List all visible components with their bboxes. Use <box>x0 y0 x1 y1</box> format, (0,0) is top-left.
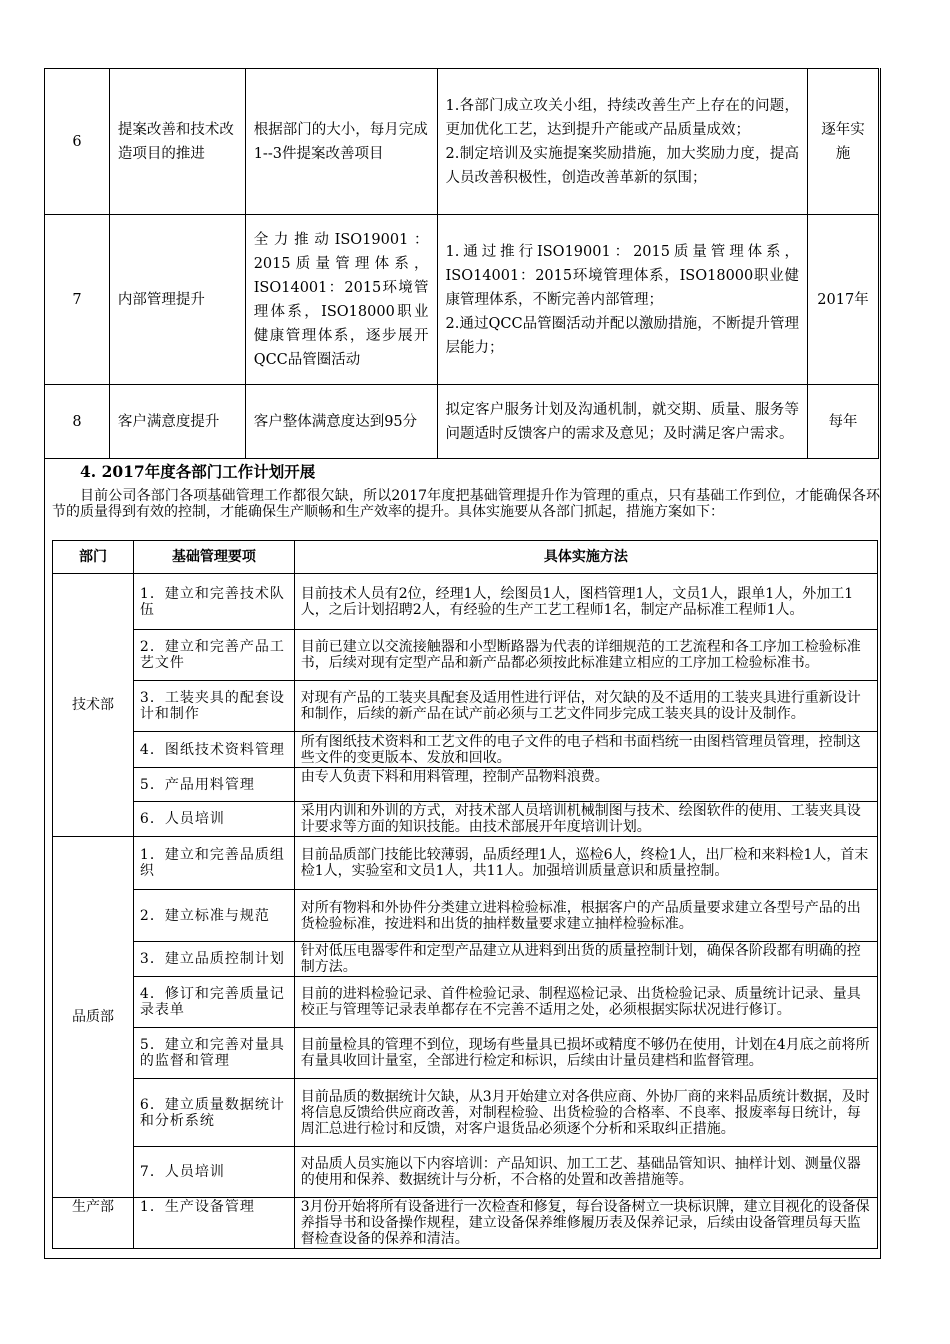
table-row <box>53 630 878 681</box>
item-label: 4．修订和完善质量记录表单 <box>133 977 294 1028</box>
table-row <box>45 69 879 215</box>
project-goal: 全力推动ISO19001：2015质量管理体系，ISO14001：2015环境管理体系，ISO18000职业健康管理体系，逐步展开QCC品管圈活动 <box>245 215 437 385</box>
project-measures: 1.通过推行ISO19001：2015质量管理体系，ISO14001：2015环境管理体系，ISO18000职业健康管理体系，不断完善内部管理； 2.通过QCC品管圈活动并配以激励措施，不断提升管理层能力； <box>437 215 807 385</box>
item-label: 1．建立和完善技术队伍 <box>133 574 294 630</box>
table-row <box>53 1028 878 1079</box>
row-number: 8 <box>45 385 110 459</box>
project-name: 提案改善和技术改造项目的推进 <box>109 69 245 215</box>
table-row <box>53 574 878 630</box>
table-row <box>53 977 878 1028</box>
project-time: 2017年 <box>808 215 879 385</box>
project-measures: 1.各部门成立攻关小组，持续改善生产上存在的问题，更加优化工艺，达到提升产能或产品质量成效； 2.制定培训及实施提案奖励措施，加大奖励力度，提高人员改善积极性，创造改善革新的氛围； <box>437 69 807 215</box>
item-method: 采用内训和外训的方式，对技术部人员培训机械制图与技术、绘图软件的使用、工装夹具设计要求等方面的知识技能。由技术部展开年度培训计划。 <box>294 802 877 837</box>
table-row <box>53 1147 878 1198</box>
dept-quality: 品质部 <box>53 837 134 1198</box>
table-row <box>53 1198 878 1249</box>
item-method: 所有图纸技术资料和工艺文件的电子文件的电子档和书面档统一由图档管理员管理，控制这些文件的变更版本、发放和回收。 <box>294 732 877 768</box>
header-item: 基础管理要项 <box>133 541 294 574</box>
project-time: 每年 <box>808 385 879 459</box>
table-row <box>45 215 879 385</box>
table-row <box>53 768 878 802</box>
row-number: 7 <box>45 215 110 385</box>
department-plan-table <box>52 540 878 1249</box>
item-label: 5．建立和完善对量具的监督和管理 <box>133 1028 294 1079</box>
item-method: 目前品质部门技能比较薄弱，品质经理1人，巡检6人，终检1人，出厂检和来料检1人，首末检1人，实验室和文员1人，共11人。加强培训质量意识和质量控制。 <box>294 837 877 890</box>
plan-table <box>44 68 879 459</box>
item-label: 3．建立品质控制计划 <box>133 942 294 977</box>
project-measures: 拟定客户服务计划及沟通机制，就交期、质量、服务等问题适时反馈客户的需求及意见；及时满足客户需求。 <box>437 385 807 459</box>
item-label: 1．生产设备管理 <box>133 1198 294 1249</box>
item-label: 4．图纸技术资料管理 <box>133 732 294 768</box>
project-goal: 根据部门的大小，每月完成1--3件提案改善项目 <box>245 69 437 215</box>
table-row <box>53 890 878 942</box>
table-row <box>53 681 878 732</box>
table-row <box>53 732 878 768</box>
table-row <box>53 1079 878 1147</box>
item-method: 对现有产品的工装夹具配套及适用性进行评估，对欠缺的及不适用的工装夹具进行重新设计和制作，后续的新产品在试产前必须与工艺文件同步完成工装夹具的设计及制作。 <box>294 681 877 732</box>
project-goal: 客户整体满意度达到95分 <box>245 385 437 459</box>
item-label: 5．产品用料管理 <box>133 768 294 802</box>
item-method: 目前的进料检验记录、首件检验记录、制程巡检记录、出货检验记录、质量统计记录、量具校正与管理等记录表单都存在不完善不适用之处，必须根据实际状况进行修订。 <box>294 977 877 1028</box>
table-row <box>53 837 878 890</box>
table-row <box>53 942 878 977</box>
section-title: 4. 2017年度各部门工作计划开展 <box>80 462 316 481</box>
table-row <box>53 802 878 837</box>
item-label: 2．建立标准与规范 <box>133 890 294 942</box>
dept-tech: 技术部 <box>53 574 134 837</box>
intro-paragraph: 目前公司各部门各项基础管理工作都很欠缺，所以2017年度把基础管理提升作为管理的重点，只有基础工作到位，才能确保各环节的质量得到有效的控制，才能确保生产顺畅和生产效率的提升。具体实施要从各部门抓起，措施方案如下： <box>52 488 880 520</box>
item-method: 目前品质的数据统计欠缺，从3月开始建立对各供应商、外协厂商的来料品质统计数据，及时将信息反馈给供应商改善，对制程检验、出货检验的合格率、不良率、报废率每日统计，每周汇总进行检讨和反馈，对客户退货品必须逐个分析和采取纠正措施。 <box>294 1079 877 1147</box>
item-method: 目前技术人员有2位，经理1人，绘图员1人，图档管理1人，文员1人，跟单1人，外加工1人，之后计划招聘2人，有经验的生产工艺工程师1名，制定产品标准工程师1人。 <box>294 574 877 630</box>
item-method: 对品质人员实施以下内容培训：产品知识、加工工艺、基础品管知识、抽样计划、测量仪器的使用和保养、数据统计与分析，不合格的处置和改善措施等。 <box>294 1147 877 1198</box>
header-method: 具体实施方法 <box>294 541 877 574</box>
item-method: 3月份开始将所有设备进行一次检查和修复，每台设备树立一块标识牌，建立目视化的设备保养指导书和设备操作规程，建立设备保养维修履历表及保养记录，后续由设备管理员每天监督检查设备的保养和清洁。 <box>294 1198 877 1249</box>
table-header-row <box>53 541 878 574</box>
table-row <box>45 385 879 459</box>
item-method: 由专人负责下料和用料管理，控制产品物料浪费。 <box>294 768 877 802</box>
item-method: 目前量检具的管理不到位，现场有些量具已损坏或精度不够仍在使用，计划在4月底之前将所有量具收回计量室，全部进行检定和标识，后续由计量员建档和监督管理。 <box>294 1028 877 1079</box>
item-method: 对所有物料和外协件分类建立进料检验标准，根据客户的产品质量要求建立各型号产品的出货检验标准，按进料和出货的抽样数量要求建立抽样检验标准。 <box>294 890 877 942</box>
row-number: 6 <box>45 69 110 215</box>
item-label: 1．建立和完善品质组织 <box>133 837 294 890</box>
project-time: 逐年实施 <box>808 69 879 215</box>
item-label: 2．建立和完善产品工艺文件 <box>133 630 294 681</box>
item-label: 7．人员培训 <box>133 1147 294 1198</box>
project-name: 客户满意度提升 <box>109 385 245 459</box>
item-label: 6．人员培训 <box>133 802 294 837</box>
project-name: 内部管理提升 <box>109 215 245 385</box>
item-label: 3．工装夹具的配套设计和制作 <box>133 681 294 732</box>
item-method: 目前已建立以交流接触器和小型断路器为代表的详细规范的工艺流程和各工序加工检验标准书，后续对现有定型产品和新产品都必须按此标准建立相应的工序加工检验标准书。 <box>294 630 877 681</box>
item-method: 针对低压电器零件和定型产品建立从进料到出货的质量控制计划，确保各阶段都有明确的控制方法。 <box>294 942 877 977</box>
header-dept: 部门 <box>53 541 134 574</box>
dept-production: 生产部 <box>53 1198 134 1249</box>
item-label: 6．建立质量数据统计和分析系统 <box>133 1079 294 1147</box>
